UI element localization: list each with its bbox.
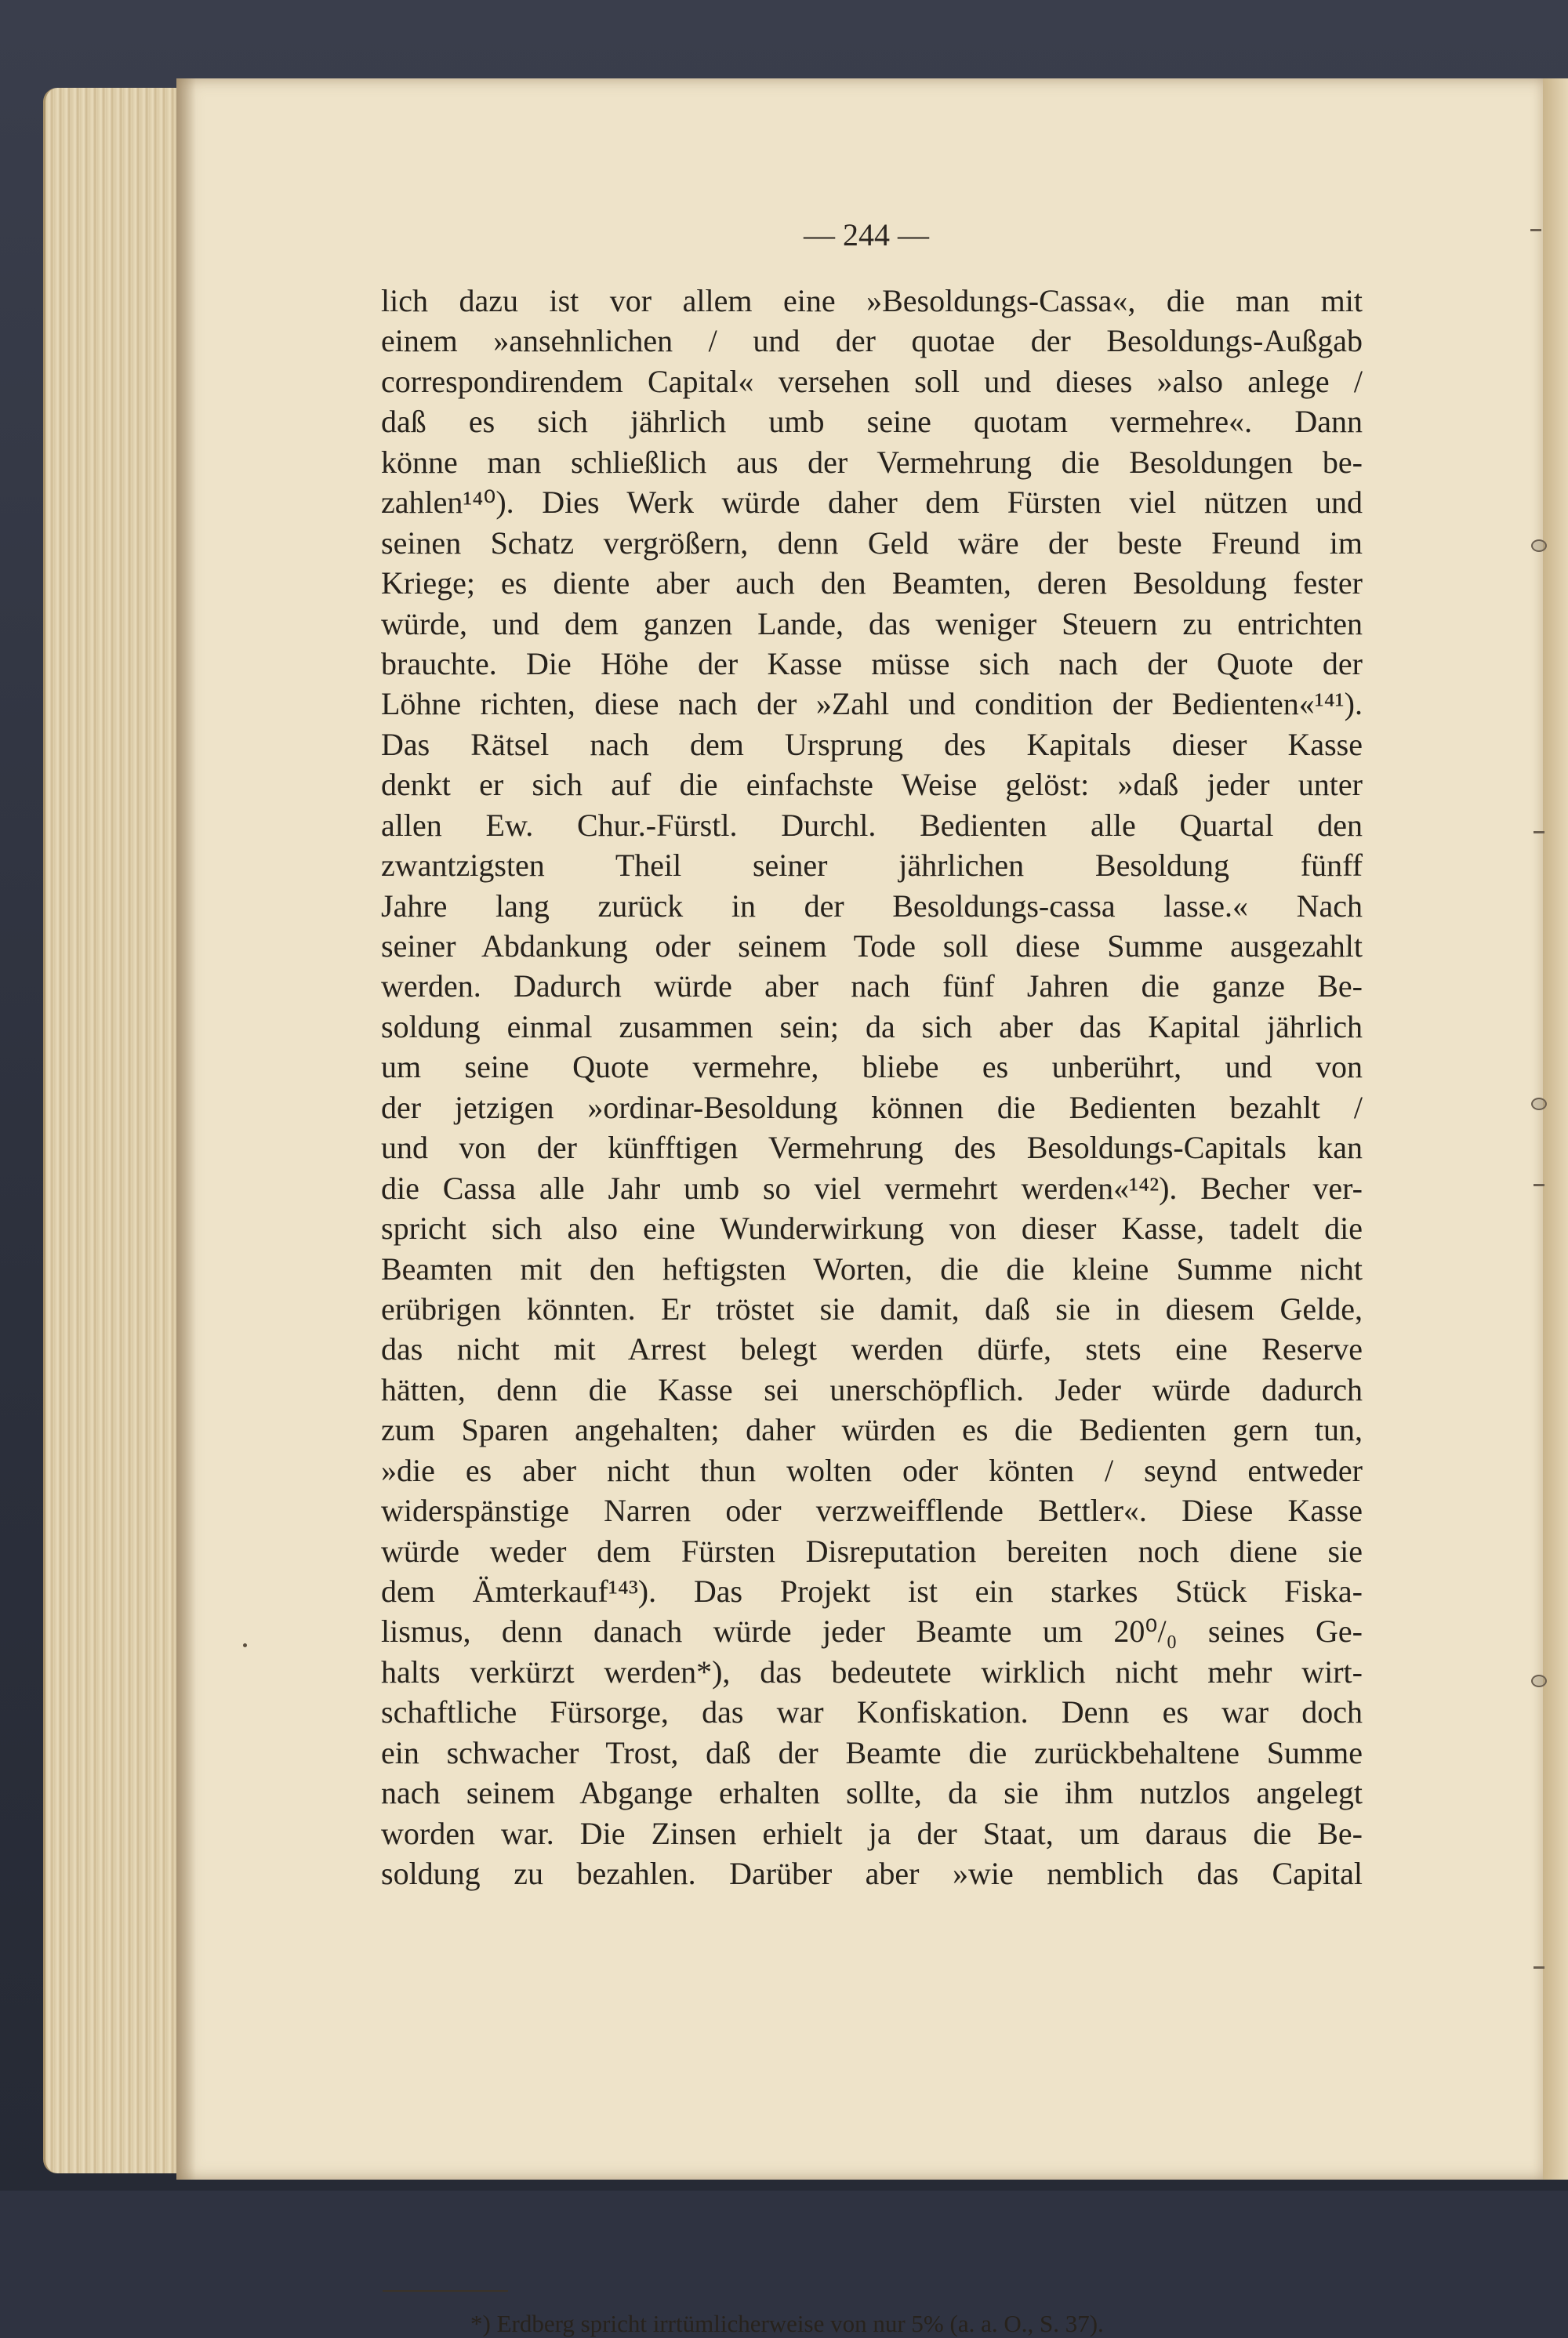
binding-tick-mark (1530, 229, 1541, 231)
text-line: zum Sparen angehalten; daher würden es die Bedienten gern tun, (381, 1412, 1363, 1448)
text-line: worden war. Die Zinsen erhielt ja der Staat, um daraus die Be- (381, 1815, 1363, 1851)
book-page-edges (43, 88, 183, 2173)
page-gutter-shadow (176, 78, 196, 2180)
text-line: würde weder dem Fürsten Disreputation bereiten noch diene sie (381, 1533, 1363, 1569)
text-line: soldung einmal zusammen sein; da sich aber das Kapital jährlich (381, 1008, 1363, 1044)
text-line: correspondirendem Capital« versehen soll und dieses »also anlege / (381, 363, 1363, 399)
binding-hole-mark (1531, 539, 1547, 552)
binding-tick-mark (1534, 831, 1544, 833)
text-line: seiner Abdankung oder seinem Tode soll diese Summe ausgezahlt (381, 928, 1363, 964)
text-line: hätten, denn die Kasse sei unerschöpflich. Jeder würde dadurch (381, 1371, 1363, 1407)
binding-tick-mark (1534, 1966, 1544, 1969)
text-line: Löhne richten, diese nach der »Zahl und condition der Bedienten«¹⁴¹). (381, 686, 1363, 722)
page-number: — 244 — (804, 217, 929, 252)
text-line: und von der künfftigen Vermehrung des Besoldungs-Capitals kan (381, 1130, 1363, 1166)
text-line: Kriege; es diente aber auch den Beamten, deren Besoldung fester (381, 565, 1363, 601)
text-line: Beamten mit den heftigsten Worten, die die kleine Summe nicht (381, 1251, 1363, 1287)
text-line: »die es aber nicht thun wolten oder könten / seynd entweder (381, 1452, 1363, 1488)
text-line: erübrigen könnten. Er tröstet sie damit, daß sie in diesem Gelde, (381, 1291, 1363, 1327)
text-line: dem Ämterkauf¹⁴³). Das Projekt ist ein starkes Stück Fiska- (381, 1574, 1363, 1609)
binding-hole-mark (1531, 1675, 1547, 1687)
text-line: würde, und dem ganzen Lande, das weniger Steuern zu entrichten (381, 605, 1363, 641)
text-line: seinen Schatz vergrößern, denn Geld wäre der beste Freund im (381, 525, 1363, 561)
text-line: spricht sich also eine Wunderwirkung von dieser Kasse, tadelt die (381, 1211, 1363, 1247)
text-line: der jetzigen »ordinar-Besoldung können die Bedienten bezahlt / (381, 1089, 1363, 1125)
binding-tick-mark (1534, 1184, 1544, 1186)
text-line: lismus, denn danach würde jeder Beamte um 20⁰/₀ seines Ge- (381, 1614, 1363, 1650)
text-line: nach seinem Abgange erhalten sollte, da sie ihm nutzlos angelegt (381, 1775, 1363, 1811)
text-line: das nicht mit Arrest belegt werden dürfe, stets eine Reserve (381, 1331, 1363, 1367)
text-line: brauchte. Die Höhe der Kasse müsse sich nach der Quote der (381, 645, 1363, 681)
footnote-rule (383, 2290, 508, 2292)
facing-page-edge (1543, 78, 1568, 2180)
text-line: werden. Dadurch würde aber nach fünf Jahren die ganze Be- (381, 968, 1363, 1004)
binding-hole-mark (1531, 1098, 1547, 1110)
text-line: zahlen¹⁴⁰). Dies Werk würde daher dem Fürsten viel nützen und (381, 485, 1363, 521)
text-line: soldung zu bezahlen. Darüber aber »wie nemblich das Capital (381, 1856, 1363, 1892)
text-line: zwantzigsten Theil seiner jährlichen Besoldung fünff (381, 848, 1363, 884)
body-text (381, 281, 1363, 1894)
text-line: um seine Quote vermehre, bliebe es unberührt, und von (381, 1049, 1363, 1085)
text-line: ein schwacher Trost, daß der Beamte die zurückbehaltene Summe (381, 1734, 1363, 1770)
text-line: einem »ansehnlichen / und der quotae der Besoldungs-Außgab (381, 323, 1363, 359)
text-line: könne man schließlich aus der Vermehrung die Besoldungen be- (381, 444, 1363, 480)
text-line: widerspänstige Narren oder verzweifflende Bettler«. Diese Kasse (381, 1493, 1363, 1529)
text-line: halts verkürzt werden*), das bedeutete wirklich nicht mehr wirt- (381, 1654, 1363, 1690)
ink-speck (243, 1643, 247, 1647)
text-line: denkt er sich auf die einfachste Weise gelöst: »daß jeder unter (381, 767, 1363, 803)
text-line: lich dazu ist vor allem eine »Besoldungs-Cassa«, die man mit (381, 283, 1363, 318)
text-line: Jahre lang zurück in der Besoldungs-cassa lasse.« Nach (381, 888, 1363, 924)
text-line: Das Rätsel nach dem Ursprung des Kapitals dieser Kasse (381, 726, 1363, 762)
text-line: schaftliche Fürsorge, das war Konfiskation. Denn es war doch (381, 1694, 1363, 1730)
footnote: *) Erdberg spricht irrtümlicherweise von nur 5% (a. a. O., S. 37). (470, 2310, 1104, 2337)
text-line: daß es sich jährlich umb seine quotam vermehre«. Dann (381, 404, 1363, 440)
text-line: allen Ew. Chur.-Fürstl. Durchl. Bedienten alle Quartal den (381, 807, 1363, 843)
text-line: die Cassa alle Jahr umb so viel vermehrt werden«¹⁴²). Becher ver- (381, 1170, 1363, 1206)
